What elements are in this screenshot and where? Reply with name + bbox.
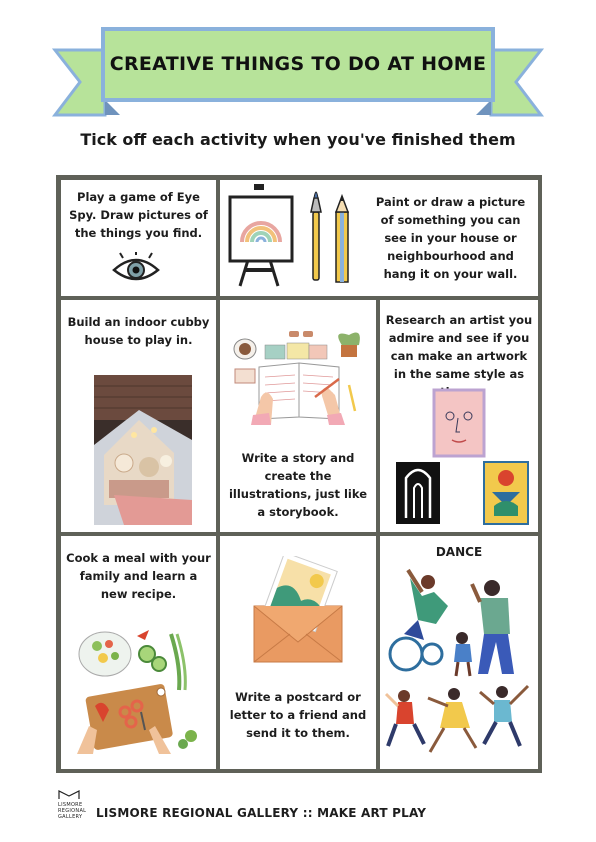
activity-paint[interactable] bbox=[220, 180, 538, 296]
activity-cook[interactable] bbox=[61, 536, 216, 769]
activity-grid bbox=[56, 175, 542, 773]
page-title: CREATIVE THINGS TO DO AT HOME bbox=[109, 53, 487, 75]
activity-text: DANCE bbox=[435, 545, 483, 559]
eye-icon bbox=[111, 252, 161, 288]
activity-text: Cook a meal with your family and learn a new recipe. bbox=[66, 551, 211, 601]
logo-text: LISMORE REGIONAL GALLERY bbox=[58, 802, 87, 820]
activity-eye-spy[interactable] bbox=[61, 180, 216, 296]
cubby-house-photo bbox=[94, 375, 192, 525]
activity-text: Research an artist you admire and see if you can make an artwork in the same style as bbox=[385, 313, 533, 381]
envelope-icon bbox=[250, 556, 346, 668]
activity-text: Paint or draw a picture of something you can see in your house or neighbourhood and hang it on your wall. bbox=[375, 195, 526, 281]
activity-text: Write a story and create the illustrations, just like a storybook. bbox=[228, 451, 368, 519]
activity-cubby[interactable] bbox=[61, 300, 216, 532]
activity-research-artist[interactable] bbox=[380, 300, 538, 532]
writing-desk-icon bbox=[231, 327, 366, 425]
dancers-icon bbox=[384, 562, 534, 762]
activity-text: Write a postcard or letter to a friend and send it to them. bbox=[229, 690, 367, 740]
activity-story[interactable] bbox=[220, 300, 376, 532]
activity-text: Build an indoor cubby house to play in. bbox=[67, 315, 210, 347]
activity-dance[interactable] bbox=[380, 536, 538, 769]
footer-text: LISMORE REGIONAL GALLERY :: MAKE ART PLAY bbox=[96, 806, 427, 820]
activity-text: Play a game of Eye Spy. Draw pictures of the things you find. bbox=[69, 190, 208, 240]
artworks-icon bbox=[392, 388, 532, 528]
easel-painting-icon bbox=[228, 182, 368, 290]
activity-postcard[interactable] bbox=[220, 536, 376, 769]
cooking-icon bbox=[75, 626, 205, 756]
page-subtitle: Tick off each activity when you've finished them bbox=[80, 130, 516, 149]
